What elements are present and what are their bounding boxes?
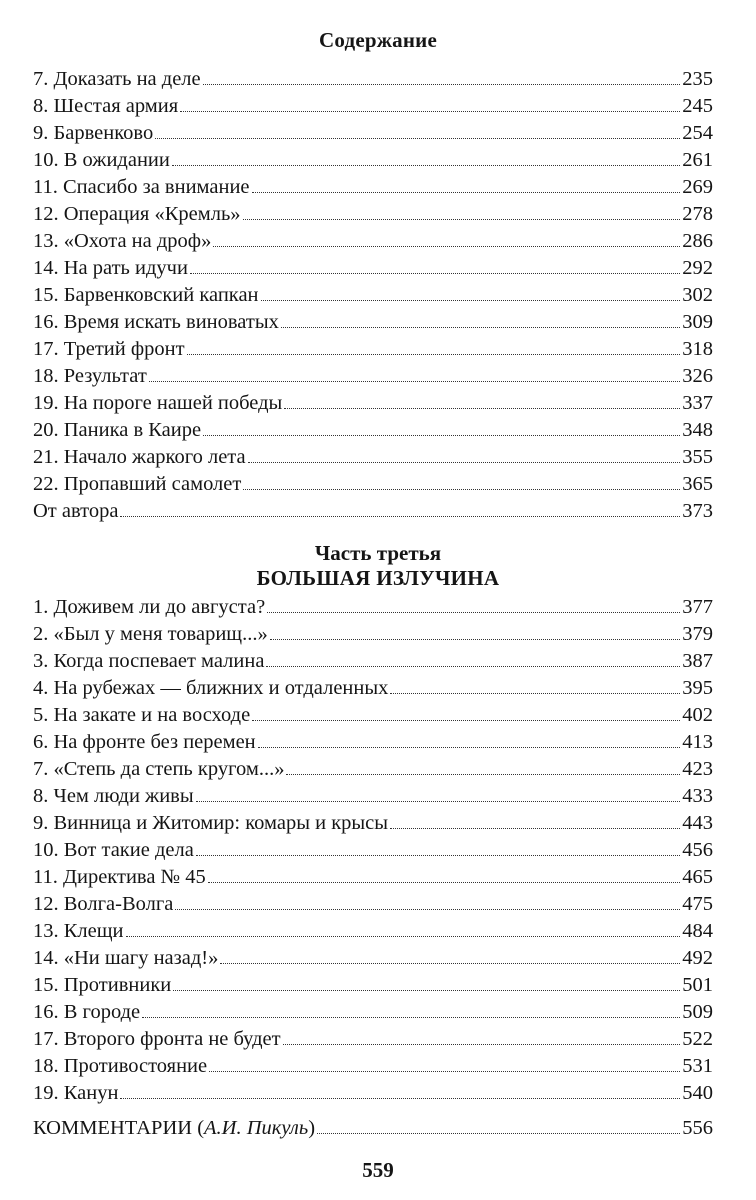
toc-entry xyxy=(33,810,713,837)
toc-entry-page: 261 xyxy=(682,149,713,171)
toc-entry-page: 318 xyxy=(682,338,713,360)
toc-entry xyxy=(33,621,713,648)
toc-entry-page: 433 xyxy=(682,785,713,807)
dot-leader xyxy=(248,462,681,463)
toc-entry-title: 14. На рать идучи xyxy=(33,257,188,279)
toc-entry xyxy=(33,648,713,675)
toc-entry-page: 373 xyxy=(682,500,713,522)
dot-leader xyxy=(180,111,680,112)
dot-leader xyxy=(203,435,680,436)
toc-entry xyxy=(33,282,713,309)
toc-entry xyxy=(33,147,713,174)
toc-entry xyxy=(33,783,713,810)
toc-entry-page: 309 xyxy=(682,311,713,333)
comments-title-suffix: ) xyxy=(308,1117,316,1139)
dot-leader xyxy=(266,666,680,667)
dot-leader xyxy=(281,327,680,328)
toc-entry-page: 556 xyxy=(682,1117,713,1139)
dot-leader xyxy=(172,165,680,166)
dot-leader xyxy=(252,192,681,193)
dot-leader xyxy=(390,828,680,829)
dot-leader xyxy=(120,1098,680,1099)
toc-entry xyxy=(33,837,713,864)
toc-entry-title: 19. Канун xyxy=(33,1082,119,1104)
dot-leader xyxy=(155,138,680,139)
dot-leader xyxy=(286,774,680,775)
toc-entry-page: 456 xyxy=(682,839,713,861)
toc-entry-title: 9. Винница и Житомир: комары и крысы xyxy=(33,812,389,834)
toc-entry-comments xyxy=(33,1115,713,1142)
toc-entry-page: 395 xyxy=(682,677,713,699)
toc-entry-page: 348 xyxy=(682,419,713,441)
dot-leader xyxy=(317,1133,680,1134)
toc-entry-page: 509 xyxy=(682,1001,713,1023)
toc-entry xyxy=(33,918,713,945)
dot-leader xyxy=(209,1071,680,1072)
toc-entry-title: 1. Доживем ли до августа? xyxy=(33,596,266,618)
toc-entry xyxy=(33,999,713,1026)
dot-leader xyxy=(190,273,680,274)
toc-entry-title: От автора xyxy=(33,500,119,522)
toc-entry xyxy=(33,702,713,729)
toc-entry-page: 286 xyxy=(682,230,713,252)
dot-leader xyxy=(243,489,680,490)
toc-entry-title: 16. В городе xyxy=(33,1001,141,1023)
dot-leader xyxy=(267,612,680,613)
dot-leader xyxy=(175,909,680,910)
toc-entry-title: 11. Спасибо за внимание xyxy=(33,176,250,198)
toc-entry-title: 13. Клещи xyxy=(33,920,124,942)
toc-entry-title: 18. Результат xyxy=(33,365,147,387)
toc-entry xyxy=(33,390,713,417)
toc-entry-title: 17. Второго фронта не будет xyxy=(33,1028,281,1050)
toc-entry xyxy=(33,729,713,756)
dot-leader xyxy=(173,990,680,991)
toc-entry-title: 18. Противостояние xyxy=(33,1055,208,1077)
dot-leader xyxy=(261,300,681,301)
toc-entry-page: 540 xyxy=(682,1082,713,1104)
toc-entry-page: 484 xyxy=(682,920,713,942)
toc-entry xyxy=(33,417,713,444)
dot-leader xyxy=(252,720,680,721)
toc-entry xyxy=(33,972,713,999)
comments-title-prefix: КОММЕНТАРИИ ( xyxy=(33,1117,205,1139)
toc-entry-page: 501 xyxy=(682,974,713,996)
toc-entry xyxy=(33,120,713,147)
toc-entry-title: 6. На фронте без перемен xyxy=(33,731,256,753)
dot-leader xyxy=(390,693,680,694)
toc-entry-title: 4. На рубежах — ближних и отдаленных xyxy=(33,677,389,699)
dot-leader xyxy=(187,354,681,355)
toc-entry-page: 492 xyxy=(682,947,713,969)
dot-leader xyxy=(213,246,680,247)
toc-entry-title: 2. «Был у меня товарищ...» xyxy=(33,623,268,645)
part-title: БОЛЬШАЯ ИЗЛУЧИНА xyxy=(256,566,500,590)
page-number: 559 xyxy=(362,1158,394,1182)
toc-entry xyxy=(33,1053,713,1080)
toc-entry-title: 10. В ожидании xyxy=(33,149,170,171)
toc-entry-title: 16. Время искать виноватых xyxy=(33,311,279,333)
toc-list-part1 xyxy=(33,66,713,525)
dot-leader xyxy=(149,381,680,382)
toc-entry-title: 15. Барвенковский капкан xyxy=(33,284,259,306)
toc-entry-page: 365 xyxy=(682,473,713,495)
toc-entry-page: 326 xyxy=(682,365,713,387)
toc-entry-page: 377 xyxy=(682,596,713,618)
toc-entry-page: 379 xyxy=(682,623,713,645)
toc-entry-page: 413 xyxy=(682,731,713,753)
dot-leader xyxy=(196,855,680,856)
dot-leader xyxy=(208,882,681,883)
dot-leader xyxy=(258,747,681,748)
toc-entry xyxy=(33,228,713,255)
toc-entry xyxy=(33,756,713,783)
toc-entry-title: 7. «Степь да степь кругом...» xyxy=(33,758,285,780)
toc-entry xyxy=(33,174,713,201)
toc-entry xyxy=(33,363,713,390)
toc-entry-title: 12. Волга-Волга xyxy=(33,893,174,915)
toc-entry-title: 9. Барвенково xyxy=(33,122,154,144)
toc-entry-page: 475 xyxy=(682,893,713,915)
toc-entry xyxy=(33,336,713,363)
toc-entry xyxy=(33,891,713,918)
toc-entry xyxy=(33,594,713,621)
dot-leader xyxy=(203,84,681,85)
toc-entry-title: 12. Операция «Кремль» xyxy=(33,203,241,225)
dot-leader xyxy=(284,408,680,409)
toc-entry-page: 443 xyxy=(682,812,713,834)
toc-entry-page: 423 xyxy=(682,758,713,780)
toc-entry-page: 387 xyxy=(682,650,713,672)
toc-entry-title: 15. Противники xyxy=(33,974,172,996)
toc-entry-title: 19. На пороге нашей победы xyxy=(33,392,283,414)
dot-leader xyxy=(283,1044,681,1045)
toc-entry-title: 22. Пропавший самолет xyxy=(33,473,242,495)
toc-entry-page: 245 xyxy=(682,95,713,117)
page-header: Содержание xyxy=(319,28,437,52)
toc-list-part2 xyxy=(33,594,713,1142)
toc-entry xyxy=(33,471,713,498)
toc-entry xyxy=(33,1026,713,1053)
toc-entry-page: 355 xyxy=(682,446,713,468)
toc-entry-title: 5. На закате и на восходе xyxy=(33,704,251,726)
toc-entry-title: 10. Вот такие дела xyxy=(33,839,194,861)
toc-entry-page: 235 xyxy=(682,68,713,90)
toc-entry-page: 278 xyxy=(682,203,713,225)
toc-entry-title: 11. Директива № 45 xyxy=(33,866,206,888)
toc-entry-page: 302 xyxy=(682,284,713,306)
toc-entry xyxy=(33,1080,713,1107)
toc-entry xyxy=(33,93,713,120)
toc-entry-title: 3. Когда поспевает малина xyxy=(33,650,265,672)
toc-entry-title: 21. Начало жаркого лета xyxy=(33,446,246,468)
toc-entry-page: 522 xyxy=(682,1028,713,1050)
toc-entry-title: 17. Третий фронт xyxy=(33,338,185,360)
toc-entry-title: 20. Паника в Каире xyxy=(33,419,202,441)
toc-entry xyxy=(33,498,713,525)
toc-entry-page: 254 xyxy=(682,122,713,144)
dot-leader xyxy=(270,639,681,640)
toc-entry-page: 531 xyxy=(682,1055,713,1077)
toc-entry xyxy=(33,201,713,228)
toc-entry-title: 13. «Охота на дроф» xyxy=(33,230,212,252)
toc-entry-title: 7. Доказать на деле xyxy=(33,68,201,90)
toc-entry-page: 465 xyxy=(682,866,713,888)
toc-entry xyxy=(33,66,713,93)
dot-leader xyxy=(126,936,681,937)
toc-entry-title: 14. «Ни шагу назад!» xyxy=(33,947,219,969)
toc-entry-page: 402 xyxy=(682,704,713,726)
dot-leader xyxy=(142,1017,680,1018)
toc-entry xyxy=(33,675,713,702)
toc-entry-page: 337 xyxy=(682,392,713,414)
toc-entry xyxy=(33,444,713,471)
toc-entry-page: 269 xyxy=(682,176,713,198)
toc-entry-title: 8. Чем люди живы xyxy=(33,785,194,807)
dot-leader xyxy=(196,801,681,802)
toc-entry-page: 292 xyxy=(682,257,713,279)
dot-leader xyxy=(120,516,680,517)
part-label: Часть третья xyxy=(314,541,442,565)
dot-leader xyxy=(243,219,681,220)
toc-entry xyxy=(33,309,713,336)
toc-entry xyxy=(33,864,713,891)
dot-leader xyxy=(220,963,680,964)
comments-author: А.И. Пикуль xyxy=(204,1117,309,1139)
toc-entry-title: 8. Шестая армия xyxy=(33,95,179,117)
toc-entry xyxy=(33,945,713,972)
toc-entry-title xyxy=(33,1115,315,1142)
toc-entry xyxy=(33,255,713,282)
